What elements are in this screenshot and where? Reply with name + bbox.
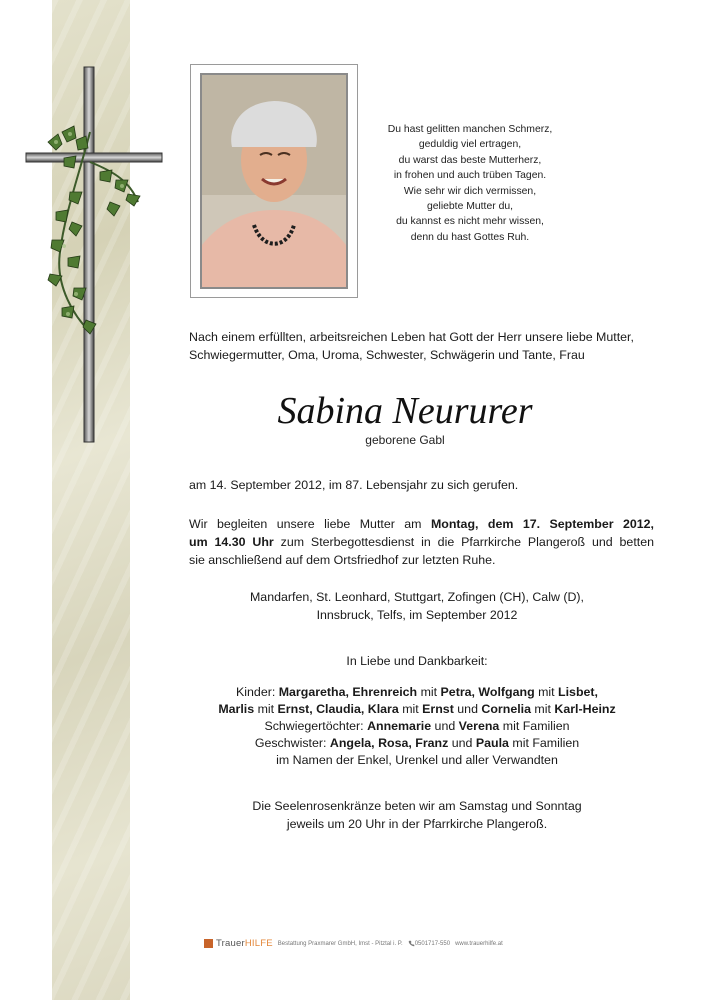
family-connector: und bbox=[431, 719, 459, 733]
family-label: Schwiegertöchter: bbox=[264, 719, 368, 733]
intro-line: Nach einem erfüllten, arbeitsreichen Leben hat Gott der Herr unsere liebe Mutter, bbox=[189, 330, 634, 344]
family-names: Annemarie bbox=[367, 719, 432, 733]
places-line: Mandarfen, St. Leonhard, Stuttgart, Zofingen (CH), Calw (D), bbox=[249, 590, 584, 604]
cross-with-ivy-icon bbox=[20, 62, 170, 447]
phone-icon bbox=[408, 940, 415, 947]
poem-line: in frohen und auch trüben Tagen. bbox=[393, 170, 547, 182]
service-line bbox=[189, 515, 654, 533]
family-connector: mit bbox=[254, 702, 278, 716]
family-names: Karl-Heinz bbox=[554, 702, 616, 716]
poem-line: geduldig viel ertragen, bbox=[418, 139, 522, 151]
portrait-photo bbox=[200, 73, 348, 289]
family-connector: und bbox=[448, 736, 476, 750]
poem-line: Wie sehr wir dich vermissen, bbox=[403, 185, 537, 197]
footer-company: Bestattung Praxmarer GmbH, Imst - Pitztal i. P. bbox=[277, 940, 403, 947]
service-line: sie anschließend auf dem Ortsfriedhof zur letzten Ruhe. bbox=[189, 553, 496, 567]
footer-website[interactable]: www.trauerhilfe.at bbox=[455, 940, 503, 947]
family-connector: mit bbox=[398, 702, 423, 716]
family-connector: mit bbox=[530, 702, 555, 716]
family-line-siblings bbox=[190, 735, 644, 752]
poem-line: geliebte Mutter du, bbox=[426, 201, 514, 213]
service-time: um 14.30 Uhr bbox=[189, 535, 274, 549]
family-label: Kinder: bbox=[236, 685, 279, 699]
rosary-notice bbox=[190, 797, 644, 833]
family-names: Ernst, Claudia, Klara bbox=[277, 702, 399, 716]
intro-line: Schwiegermutter, Oma, Uroma, Schwester, Schwägerin und Tante, Frau bbox=[189, 348, 585, 362]
maiden-name: geborene Gabl bbox=[365, 433, 445, 447]
service-line bbox=[189, 533, 654, 551]
rosary-line: jeweils um 20 Uhr in der Pfarrkirche Plangeroß. bbox=[286, 817, 548, 831]
portrait-frame bbox=[190, 64, 358, 298]
family-names: Petra, Wolfgang bbox=[440, 685, 535, 699]
family-list bbox=[190, 684, 644, 769]
family-connector: mit Familien bbox=[499, 719, 570, 733]
poem-line: du warst das beste Mutterherz, bbox=[398, 154, 542, 166]
places-line: Innsbruck, Telfs, im September 2012 bbox=[316, 608, 518, 622]
rosary-line: Die Seelenrosenkränze beten wir am Samstag und Sonntag bbox=[252, 799, 582, 813]
family-connector: mit bbox=[534, 685, 559, 699]
service-text: zum Sterbegottesdienst in die Pfarrkirche Plangeroß und betten bbox=[273, 535, 654, 549]
brand-part: Trauer bbox=[216, 938, 245, 949]
family-names: Cornelia bbox=[481, 702, 531, 716]
places-and-date bbox=[190, 588, 644, 624]
footer bbox=[204, 938, 534, 952]
service-text: Wir begleiten unsere liebe Mutter am bbox=[189, 517, 431, 531]
footer-phone: 0501717-550 bbox=[414, 941, 451, 948]
service-date: Montag, dem 17. September 2012, bbox=[430, 517, 655, 531]
family-line-children bbox=[190, 684, 644, 701]
family-names: Verena bbox=[458, 719, 500, 733]
family-names: Paula bbox=[475, 736, 509, 750]
intro-text bbox=[189, 328, 659, 364]
trauerhilfe-logo-icon bbox=[204, 939, 213, 948]
family-line-daughters-in-law bbox=[190, 718, 644, 735]
death-statement: am 14. September 2012, im 87. Lebensjahr zu sich gerufen. bbox=[189, 478, 519, 492]
family-connector: mit bbox=[417, 685, 441, 699]
family-label: Geschwister: bbox=[254, 736, 330, 750]
family-names: Lisbet, bbox=[558, 685, 598, 699]
footer-brand bbox=[216, 938, 273, 949]
family-connector: mit Familien bbox=[508, 736, 580, 750]
family-connector: und bbox=[453, 702, 482, 716]
family-names: Ernst bbox=[422, 702, 454, 716]
brand-part: HILFE bbox=[244, 938, 273, 949]
poem-line: du kannst es nicht mehr wissen, bbox=[396, 216, 544, 228]
poem-line: denn du hast Gottes Ruh. bbox=[410, 231, 530, 243]
thanks-heading: In Liebe und Dankbarkeit: bbox=[346, 654, 488, 668]
funeral-service-text bbox=[189, 515, 654, 569]
family-names: Marlis bbox=[218, 702, 255, 716]
poem-line: Du hast gelitten manchen Schmerz, bbox=[387, 124, 553, 135]
family-line-children-2 bbox=[190, 701, 644, 718]
family-line-relatives: im Namen der Enkel, Urenkel und aller Verwandten bbox=[276, 753, 558, 767]
family-names: Angela, Rosa, Franz bbox=[329, 736, 449, 750]
poem bbox=[380, 122, 560, 245]
deceased-name: Sabina Neururer bbox=[277, 390, 533, 432]
family-names: Margaretha, Ehrenreich bbox=[278, 685, 418, 699]
